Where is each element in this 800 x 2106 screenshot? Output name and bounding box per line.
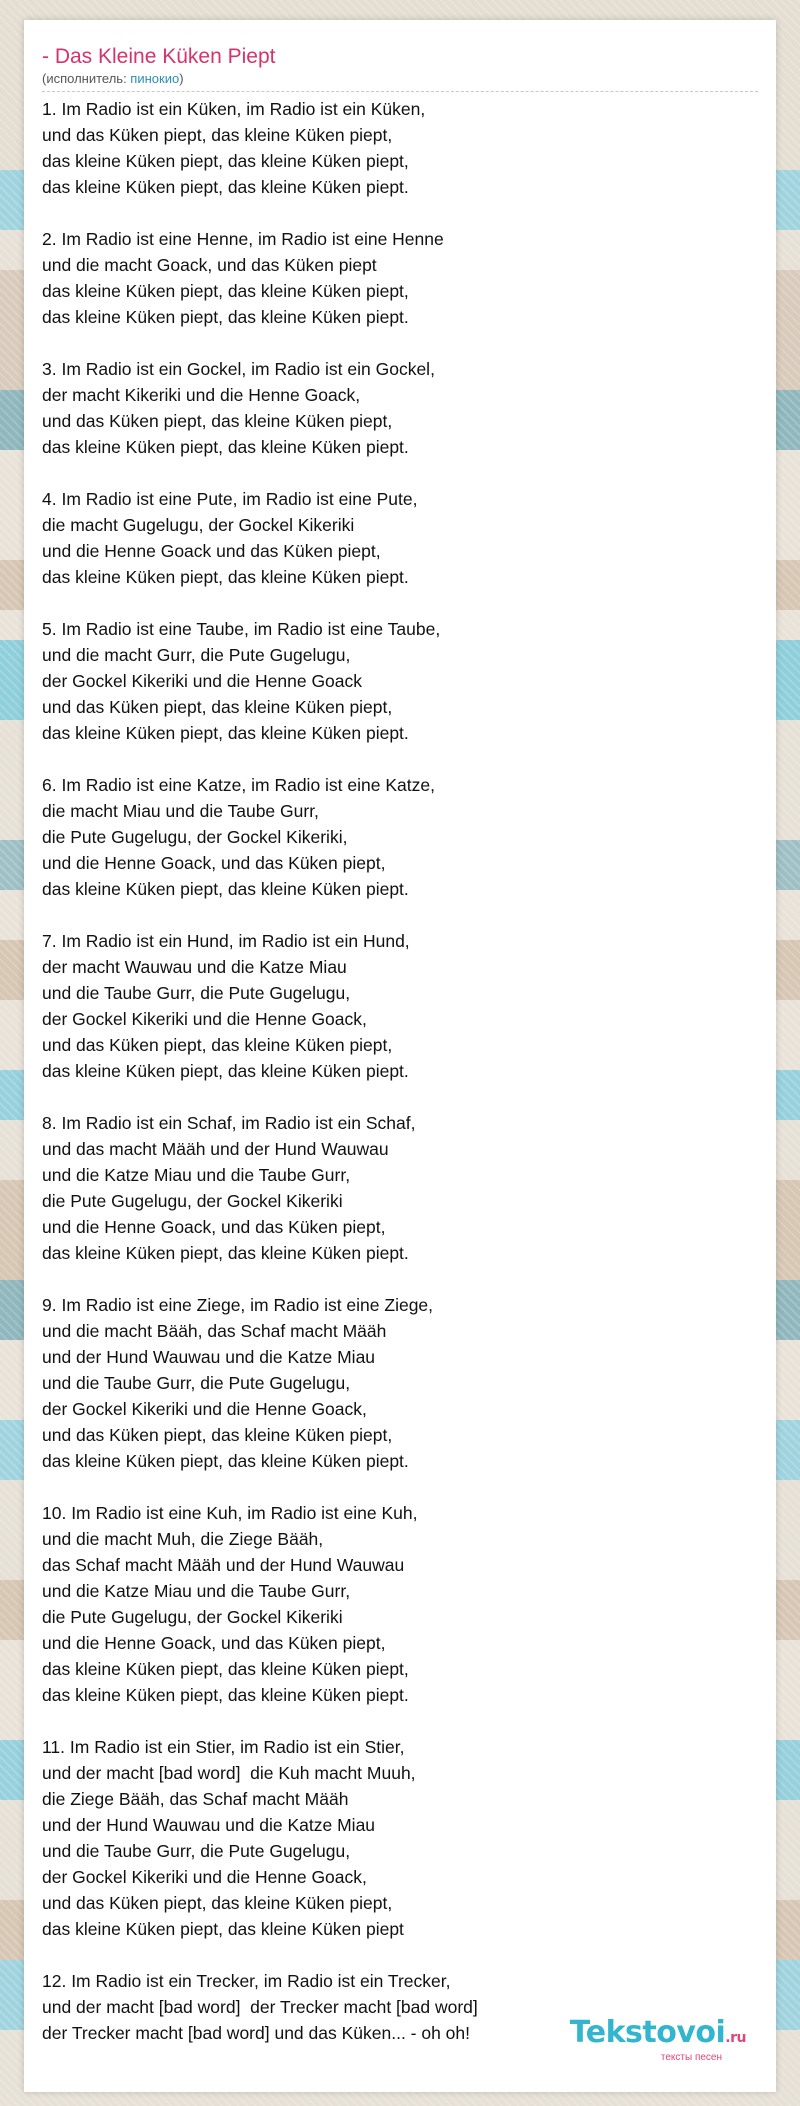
lyric-line: 12. Im Radio ist ein Trecker, im Radio ist ein Trecker, (42, 1971, 451, 1991)
lyric-line: 6. Im Radio ist eine Katze, im Radio ist eine Katze, (42, 775, 435, 795)
lyric-line: und der macht [bad word] der Trecker macht [bad word] (42, 1997, 478, 2017)
lyric-line: das kleine Küken piept, das kleine Küken piept. (42, 723, 409, 743)
verse-spacer (42, 1266, 758, 1292)
verse-spacer (42, 1708, 758, 1734)
lyric-line: das kleine Küken piept, das kleine Küken piept, (42, 281, 409, 301)
lyrics-body (42, 96, 758, 2046)
lyric-line: das kleine Küken piept, das kleine Küken piept, (42, 151, 409, 171)
lyric-line: 9. Im Radio ist eine Ziege, im Radio ist eine Ziege, (42, 1295, 434, 1315)
verse-spacer (42, 902, 758, 928)
performer-prefix: (исполнитель: (42, 71, 131, 86)
lyric-line: und die Henne Goack, und das Küken piept, (42, 853, 386, 873)
lyric-line: 7. Im Radio ist ein Hund, im Radio ist ein Hund, (42, 931, 410, 951)
verse (42, 772, 758, 902)
lyric-line: der macht Kikeriki und die Henne Goack, (42, 385, 361, 405)
lyric-line: 1. Im Radio ist ein Küken, im Radio ist ein Küken, (42, 99, 426, 119)
lyric-line: 2. Im Radio ist eine Henne, im Radio ist eine Henne (42, 229, 444, 249)
lyrics-card (24, 20, 776, 2092)
lyric-line: das kleine Küken piept, das kleine Küken piept. (42, 1061, 409, 1081)
lyric-line: die Ziege Bääh, das Schaf macht Määh (42, 1789, 349, 1809)
site-logo[interactable] (570, 2017, 746, 2064)
lyric-line: das kleine Küken piept, das kleine Küken piept, (42, 1659, 409, 1679)
lyric-line: und der Hund Wauwau und die Katze Miau (42, 1815, 376, 1835)
lyric-line: und das macht Määh und der Hund Wauwau (42, 1139, 389, 1159)
lyric-line: die Pute Gugelugu, der Gockel Kikeriki, (42, 827, 348, 847)
lyric-line: und die Henne Goack und das Küken piept, (42, 541, 381, 561)
logo-tld: .ru (725, 2030, 746, 2046)
lyric-line: und das Küken piept, das kleine Küken piept, (42, 411, 393, 431)
verse-spacer (42, 1474, 758, 1500)
performer-link[interactable]: пинокио (130, 71, 180, 86)
lyric-line: und die Katze Miau und die Taube Gurr, (42, 1581, 351, 1601)
lyric-line: die Pute Gugelugu, der Gockel Kikeriki (42, 1191, 343, 1211)
lyric-line: und die macht Goack, und das Küken piept (42, 255, 377, 275)
lyric-line: der Gockel Kikeriki und die Henne Goack (42, 671, 363, 691)
lyric-line: und das Küken piept, das kleine Küken piept, (42, 1893, 393, 1913)
song-title: - Das Kleine Küken Piept (42, 45, 276, 68)
verse (42, 1734, 758, 1942)
lyric-line: das kleine Küken piept, das kleine Küken piept. (42, 879, 409, 899)
verse (42, 226, 758, 330)
lyric-line: die macht Gugelugu, der Gockel Kikeriki (42, 515, 355, 535)
lyric-line: der Gockel Kikeriki und die Henne Goack, (42, 1867, 367, 1887)
lyric-line: und das Küken piept, das kleine Küken piept, (42, 1425, 393, 1445)
lyric-line: und die Henne Goack, und das Küken piept, (42, 1633, 386, 1653)
lyric-line: das kleine Küken piept, das kleine Küken piept. (42, 177, 409, 197)
lyric-line: das kleine Küken piept, das kleine Küken piept. (42, 1451, 409, 1471)
verse-spacer (42, 590, 758, 616)
lyric-line: und der macht [bad word] die Kuh macht Muuh, (42, 1763, 416, 1783)
verse (42, 96, 758, 200)
lyric-line: 11. Im Radio ist ein Stier, im Radio ist ein Stier, (42, 1737, 405, 1757)
lyric-line: das kleine Küken piept, das kleine Küken piept. (42, 1243, 409, 1263)
verse (42, 486, 758, 590)
lyric-line: und das Küken piept, das kleine Küken piept, (42, 125, 393, 145)
verse (42, 1500, 758, 1708)
lyric-line: und die macht Muh, die Ziege Bääh, (42, 1529, 324, 1549)
logo-subtitle: тексты песен (660, 2052, 722, 2063)
verse (42, 1292, 758, 1474)
lyric-line: 3. Im Radio ist ein Gockel, im Radio ist ein Gockel, (42, 359, 435, 379)
verse-spacer (42, 1942, 758, 1968)
logo-name: Tekstovoi (569, 2015, 726, 2050)
lyric-line: und die Taube Gurr, die Pute Gugelugu, (42, 1373, 351, 1393)
lyric-line: das kleine Küken piept, das kleine Küken piept. (42, 567, 409, 587)
lyric-line: die Pute Gugelugu, der Gockel Kikeriki (42, 1607, 343, 1627)
performer-suffix: ) (179, 71, 184, 86)
verse (42, 616, 758, 746)
verse (42, 928, 758, 1084)
lyric-line: das Schaf macht Määh und der Hund Wauwau (42, 1555, 405, 1575)
lyric-line: das kleine Küken piept, das kleine Küken piept. (42, 1685, 409, 1705)
lyric-line: und der Hund Wauwau und die Katze Miau (42, 1347, 376, 1367)
lyric-line: und die macht Gurr, die Pute Gugelugu, (42, 645, 351, 665)
lyric-line: der Gockel Kikeriki und die Henne Goack, (42, 1009, 367, 1029)
performer-line (42, 70, 758, 92)
lyric-line: und das Küken piept, das kleine Küken piept, (42, 1035, 393, 1055)
lyric-line: das kleine Küken piept, das kleine Küken piept. (42, 307, 409, 327)
lyric-line: 4. Im Radio ist eine Pute, im Radio ist eine Pute, (42, 489, 418, 509)
lyric-line: der macht Wauwau und die Katze Miau (42, 957, 347, 977)
lyric-line: und die macht Bääh, das Schaf macht Määh (42, 1321, 387, 1341)
lyric-line: und die Taube Gurr, die Pute Gugelugu, (42, 1841, 351, 1861)
lyric-line: und die Henne Goack, und das Küken piept, (42, 1217, 386, 1237)
lyric-line: die macht Miau und die Taube Gurr, (42, 801, 319, 821)
verse-spacer (42, 1084, 758, 1110)
lyric-line: der Gockel Kikeriki und die Henne Goack, (42, 1399, 367, 1419)
verse-spacer (42, 330, 758, 356)
verse (42, 356, 758, 460)
lyric-line: 5. Im Radio ist eine Taube, im Radio ist eine Taube, (42, 619, 441, 639)
lyric-line: der Trecker macht [bad word] und das Küken... - oh oh! (42, 2023, 471, 2043)
lyric-line: 10. Im Radio ist eine Kuh, im Radio ist eine Kuh, (42, 1503, 418, 1523)
lyric-line: und die Katze Miau und die Taube Gurr, (42, 1165, 351, 1185)
lyric-line: das kleine Küken piept, das kleine Küken piept. (42, 437, 409, 457)
verse-spacer (42, 200, 758, 226)
lyric-line: 8. Im Radio ist ein Schaf, im Radio ist ein Schaf, (42, 1113, 416, 1133)
lyric-line: das kleine Küken piept, das kleine Küken piept (42, 1919, 404, 1939)
verse-spacer (42, 460, 758, 486)
verse-spacer (42, 746, 758, 772)
lyric-line: und die Taube Gurr, die Pute Gugelugu, (42, 983, 351, 1003)
lyric-line: und das Küken piept, das kleine Küken piept, (42, 697, 393, 717)
verse (42, 1110, 758, 1266)
